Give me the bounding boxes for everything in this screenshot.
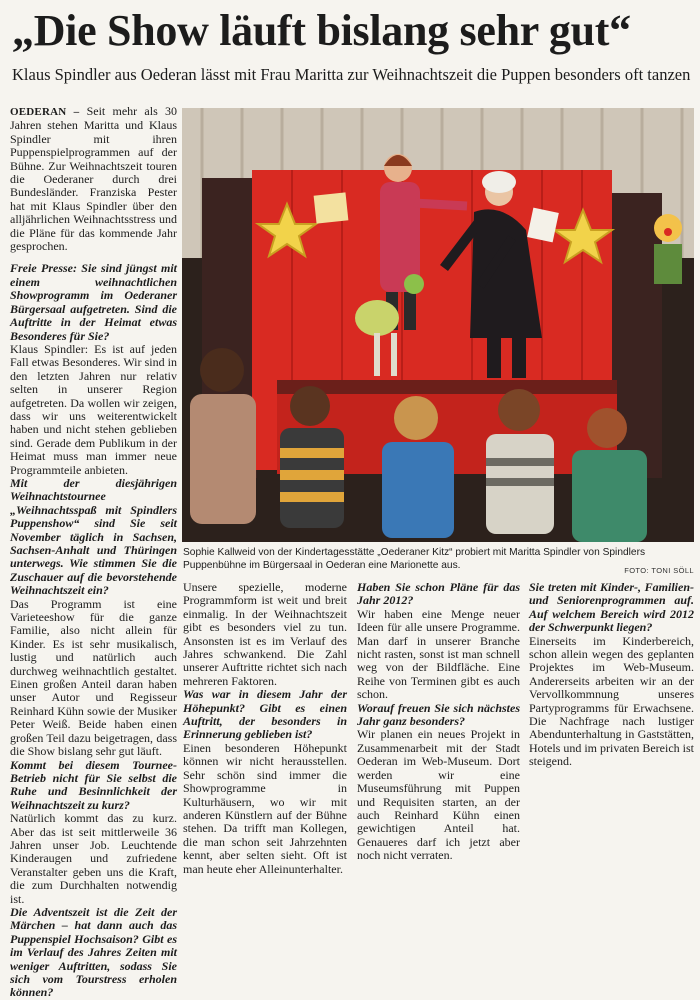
article-column-3 [357, 581, 520, 863]
interview-answer: Klaus Spindler: Es ist auf jeden Fall etwas Besonderes. Wir sind in den letzten Jahren nur relativ selten in unserer Region aufgetreten. Da wollen wir zeigen, dass wir uns weiterentwickelt haben und nicht stehen geblieben sind. Gerade dem Publikum in der Heimat muss man immer neue Programmteile anbieten. [10, 341, 177, 477]
interview-answer: Das Programm ist eine Varieteeshow für die ganze Familie, also nicht allein für Kinder. Es ist sehr musikalisch, lustig und natürlich auch durchweg weihnachtlich gestaltet. Einen großen Anteil daran haben unser Autor und Regisseur Reinhard Kühn sowie der Musiker Peter Weiß. Beide haben einen großen Teil dazu beigetragen, dass die Show bislang sehr gut läuft. [10, 596, 177, 759]
photo-caption: Sophie Kallweid von der Kindertagesstätte „Oederaner Kitz“ probiert mit Maritta Spindler von Spindlers Puppenbühne im Bürgersaal in Oederan eine Marionette aus. [183, 547, 646, 571]
intro-paragraph [10, 105, 177, 253]
article-column-1 [10, 105, 177, 1000]
interview-question: Freie Presse: Sie sind jüngst mit einem weihnachtlichen Showprogramm im Oederaner Bürgersaal aufgetreten. Sind die Auftritte in der Heimat etwas Besonderes für Sie? [10, 261, 177, 343]
photo-credit: FOTO: TONI SÖLL [624, 566, 694, 575]
interview-answer: Natürlich kommt das zu kurz. Aber das ist seit mittlerweile 36 Jahren unser Job. Leuchtende Kinderaugen und zufriedene Veranstalter geben uns die Kraft, die zum Durchhalten notwendig ist. [10, 811, 177, 906]
interview-question: Haben Sie schon Pläne für das Jahr 2012? [357, 580, 520, 608]
interview-answer: Wir planen ein neues Projekt in Zusammenarbeit mit der Stadt Oederan im Web-Museum. Dort werden wir eine Museumsführung mit Puppen und Requisiten starten, an der auch Reinhard Kühn einen gewichtigen Anteil hat. Genaueres darf ich jetzt aber noch nicht verraten. [357, 727, 520, 863]
interview-question: Mit der diesjährigen Weihnachtstournee „Weihnachtsspaß mit Spindlers Puppenshow“ sind Sie seit November täglich in Sachsen, Sachsen-Anhalt und Thüringen unterwegs. Wie stimmen Sie die Zuschauer auf die bevorstehende Weihnachtszeit ein? [10, 475, 177, 598]
article-column-2 [183, 581, 347, 876]
interview-answer: Unsere spezielle, moderne Programmform ist weit und breit einmalig. In der Weihnachtszeit gibt es besonders viel zu tun. Ansonsten ist es im Verlauf des Jahres schwankend. Die Zahl unserer Auftritte richtet sich nach mehreren Faktoren. [183, 580, 347, 688]
puppet-stage-illustration [182, 108, 694, 542]
interview-question: Sie treten mit Kinder-, Familien- und Seniorenprogrammen auf. Auf welchem Bereich wird 2012 der Schwerpunkt liegen? [529, 580, 694, 635]
interview-question: Kommt bei diesem Tournee-Betrieb nicht für Sie selbst die Ruhe und Besinnlichkeit der Weihnachtszeit zu kurz? [10, 757, 177, 812]
dateline: OEDERAN – [10, 106, 80, 118]
interview-question: Die Adventszeit ist die Zeit der Märchen – hat dann auch das Puppenspiel Hochsaison? Gibt es im Verlauf des Jahres Zeiten mit weniger Auftritten, sodass Sie sich vom Tourstress erholen können? [10, 904, 177, 1000]
article-column-4 [529, 581, 694, 769]
stage-photo [182, 108, 694, 542]
interview-answer: Einerseits im Kinderbereich, schon allein wegen des geplanten Projektes im Web-Museum. Andererseits arbeiten wir an der Vervollkommnung unseres Partyprogramms für Erwachsene. Die Nachfrage nach lustiger Abendunterhaltung in Gaststätten, Hotels und im privaten Bereich ist steigend. [529, 633, 694, 769]
interview-answer: Wir haben eine Menge neuer Ideen für alle unsere Programme. Man darf in unserer Branche nicht rasten, sonst ist man schnell weg von der Bildfläche. Eine Reihe von Terminen gibt es auch schon. [357, 606, 520, 702]
article-headline: „Die Show läuft bislang sehr gut“ [12, 6, 631, 55]
interview-question: Was war in diesem Jahr der Höhepunkt? Gibt es einen Auftritt, der besonders in Erinnerung geblieben ist? [183, 687, 347, 742]
interview-answer: Einen besonderen Höhepunkt können wir nicht herausstellen. Sehr schön sind immer die Showprogramme in Kulturhäusern, wo wir mit anderen Künstlern auf der Bühne stehen. Da trifft man Kollegen, die man schon seit Jahrzehnten kennt, aber selten sieht. Oft ist man heute eher Alleinunterhalter. [183, 740, 347, 876]
interview-question: Worauf freuen Sie sich nächstes Jahr ganz besonders? [357, 700, 520, 729]
article-subheadline: Klaus Spindler aus Oederan lässt mit Frau Maritta zur Weihnachtszeit die Puppen besonders oft tanzen [12, 65, 691, 84]
intro-text: Seit mehr als 30 Jahren stehen Maritta und Klaus Spindler mit ihren Puppenspielprogrammen auf der Bühne. Zur Weihnachtszeit touren die Oederaner durch drei Bundesländer. Franziska Pester hat mit Klaus Spindler über den alljährlichen Weihnachtsstress und die Pläne für das kommende Jahr gesprochen. [10, 104, 178, 254]
